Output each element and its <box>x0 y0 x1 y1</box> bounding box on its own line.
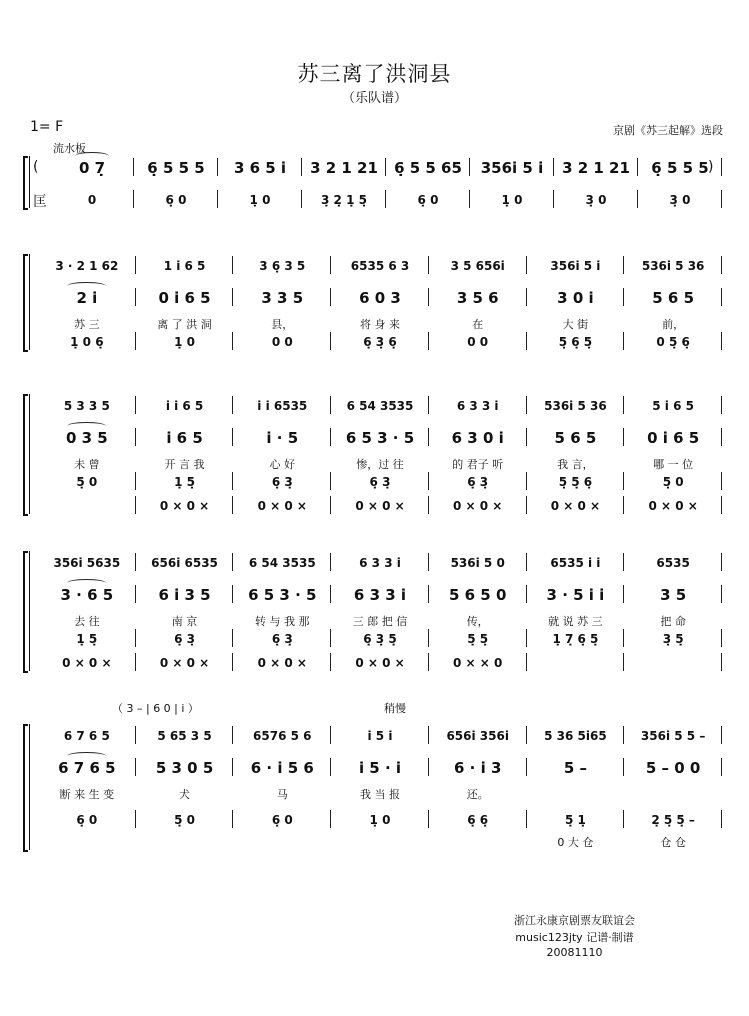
score-row-big <box>0 290 749 308</box>
page-subtitle: （乐队谱） <box>341 91 407 106</box>
measure-cell <box>331 834 429 850</box>
source-note: 京剧《苏三起解》选段 <box>613 124 723 137</box>
slur-mark <box>67 422 106 430</box>
measure-cell: 三 郎 把 信 <box>352 615 408 628</box>
measure-cell: 1̣ 0 <box>249 193 271 207</box>
measure-cell: 在 <box>472 318 484 331</box>
measure-cell: 3 0 i <box>557 289 594 307</box>
score-row-perc <box>0 655 749 673</box>
measure-cell: 0 × × 0 <box>453 656 503 670</box>
measure-cell: 6 0 3 <box>359 289 401 307</box>
measure-cell: 6 i 3 5 <box>158 586 211 604</box>
measure-cell: 离 了 洪 洞 <box>157 318 212 331</box>
measure-cell: 6 54 3535 <box>248 556 316 570</box>
measure-cell: 0 <box>87 193 97 207</box>
measure-cell: 356i 5 5 – <box>640 729 706 743</box>
barline <box>721 190 722 208</box>
score-row-perc <box>0 334 749 352</box>
measure-cell: 3 · 2 1 62 <box>55 259 119 273</box>
barline <box>721 726 722 744</box>
measure-cell: 6 3 3 i <box>353 586 407 604</box>
measure-cell: 0 × 0 × <box>257 499 307 513</box>
measure-cell: 3 5 <box>660 586 687 604</box>
measure-cell: 0 × 0 × <box>257 656 307 670</box>
measure-cell: 5 6 5 0 <box>448 586 507 604</box>
barline <box>721 496 722 514</box>
measure-cell: 6 · i 5 6 <box>250 759 314 777</box>
score-row-perc <box>0 398 749 416</box>
measure-cell: 仓 仓 <box>660 836 686 849</box>
measure-cell: 6̣ 3̣ <box>467 475 489 489</box>
measure-cell: 3̣ 2̣ 1̣ 5̣ <box>321 193 367 207</box>
measure-cell: 惨，过 往 <box>356 458 404 471</box>
measure-cell <box>38 834 136 850</box>
measure-cell: 未 曾 <box>74 458 100 471</box>
measure-cell: 3 2 1 21 <box>310 159 378 177</box>
measure-cell: 0 i 6 5 <box>647 429 700 447</box>
measure-cell: 0 × 0 × <box>355 656 405 670</box>
measure-cell: 6̣ 5 5 5 <box>651 159 709 177</box>
measure-cell: 6̣ 3̣ <box>174 632 195 646</box>
measure-cell: 1̣ 0 <box>369 813 391 827</box>
tempo-marking: 流水板 <box>53 142 86 155</box>
measure-cell: 1̣ 0 <box>501 193 523 207</box>
measure-cell: 5 6 5 <box>652 289 695 307</box>
measure-cell: 大 街 <box>562 318 589 331</box>
measure-cell: 5̣ 5̣ <box>467 632 489 646</box>
score-row-lyric <box>0 786 749 804</box>
measure-cell: 3 · 5 i i <box>546 586 605 604</box>
measure-cell: 心 好 <box>269 458 296 471</box>
barline <box>721 332 722 350</box>
score-row-big <box>0 760 749 778</box>
measure-cell: 5 3 3 5 <box>63 399 110 413</box>
measure-cell: 0 0 <box>467 335 489 349</box>
measure-cell: 6576 5 6 <box>253 729 312 743</box>
measure-cell: 356i 5 i <box>550 259 601 273</box>
measure-cell: 转 与 我 那 <box>255 615 310 628</box>
measure-cell: 1 i 6 5 <box>163 259 206 273</box>
measure-cell: i 6 5 <box>166 429 203 447</box>
measure-cell: 县， <box>271 318 294 331</box>
measure-cell: 6̣ 0 <box>76 813 98 827</box>
measure-cell: 0 3 5 <box>65 429 108 447</box>
measure-cell: 3 2 1 21 <box>562 159 630 177</box>
measure-cell: 6 54 3535 <box>346 399 414 413</box>
measure-cell: 0 × 0 × <box>355 499 405 513</box>
measure-cell: 6̣ 6̣ <box>467 813 489 827</box>
credit-org: 浙江永康京剧票友联谊会 <box>514 914 635 927</box>
barline <box>721 472 722 490</box>
score-row-lyric <box>0 834 749 852</box>
barline <box>721 585 722 603</box>
measure-cell: 我 言， <box>557 458 594 471</box>
measure-cell: 5̣ 0 <box>662 475 684 489</box>
measure-cell: 3̣ 0 <box>585 193 607 207</box>
measure-cell: 6535 6 3 <box>350 259 410 273</box>
measure-cell: 就 说 苏 三 <box>548 615 603 628</box>
measure-cell: 去 往 <box>74 615 100 628</box>
measure-cell: 6535 i i <box>550 556 601 570</box>
measure-cell: 3 5 656i <box>450 259 505 273</box>
measure-cell: i 5 i <box>367 729 393 743</box>
barline <box>721 653 722 671</box>
measure-cell: i i 6535 <box>257 399 308 413</box>
measure-cell: 6 3 3 i <box>359 556 401 570</box>
score-row-big <box>0 430 749 448</box>
measure-cell: 5 6 5 <box>554 429 597 447</box>
row-trail-symbol: ) <box>708 159 714 175</box>
measure-cell: i i 6 5 <box>165 399 204 413</box>
credit-date: 20081110 <box>546 946 603 959</box>
measure-cell: 5 3 0 5 <box>155 759 214 777</box>
credit-makers: music123jty 记谱·制谱 <box>515 931 634 944</box>
measure-cell: 哪 一 位 <box>653 458 694 471</box>
score-row-perc <box>0 812 749 830</box>
measure-cell <box>624 786 722 802</box>
measure-cell: i · 5 <box>266 429 299 447</box>
measure-cell <box>38 498 136 514</box>
measure-cell: 5 36 5i65 <box>544 729 607 743</box>
score-row-lyric <box>0 613 749 631</box>
measure-cell: 656i 6535 <box>151 556 218 570</box>
measure-cell: 536i 5 0 <box>450 556 505 570</box>
measure-cell: 6 5 3 · 5 <box>345 429 415 447</box>
measure-cell: 将 身 来 <box>359 318 400 331</box>
measure-cell: 2 i <box>76 289 98 307</box>
score-row-perc <box>0 474 749 492</box>
measure-cell: 0 × 0 × <box>453 499 503 513</box>
measure-cell: 3̣ 5̣ <box>662 632 684 646</box>
measure-cell: 3̣ 0 <box>669 193 691 207</box>
measure-cell: 5 – 0 0 <box>645 759 701 777</box>
measure-cell: 5 i 6 5 <box>652 399 694 413</box>
page-title: 苏三离了洪洞县 <box>297 62 452 86</box>
barline <box>721 256 722 274</box>
measure-cell: 6 7 6 5 <box>63 729 110 743</box>
score-row-perc <box>0 631 749 649</box>
measure-cell: 356i 5635 <box>53 556 121 570</box>
measure-cell: 656i 356i <box>446 729 509 743</box>
measure-cell: 6535 <box>656 556 690 570</box>
measure-cell: 0 × 0 × <box>648 499 698 513</box>
measure-cell: 3 6̣ 3 5 <box>259 259 306 273</box>
score-row-perc <box>0 192 749 210</box>
measure-cell <box>233 834 331 850</box>
barline <box>721 396 722 414</box>
row-lead-symbol: 匡 <box>33 194 47 210</box>
measure-cell: 5̣ 1̣ <box>564 813 586 827</box>
barline <box>721 758 722 776</box>
score-row-lyric <box>0 316 749 334</box>
measure-cell: 6̣ 5 5 65 <box>394 159 462 177</box>
measure-cell: 6̣ 5 5 5 <box>147 159 205 177</box>
key-signature: 1= F <box>30 119 64 135</box>
measure-cell: 苏 三 <box>74 318 100 331</box>
measure-cell: i 5 · i <box>358 759 402 777</box>
measure-cell: 1̣ 5̣ <box>76 632 98 646</box>
measure-cell <box>136 834 234 850</box>
measure-cell: 2̣ 5̣ 5̣ – <box>651 813 695 827</box>
score-row-perc <box>0 498 749 516</box>
measure-cell: 传， <box>466 615 489 628</box>
measure-cell: 把 命 <box>660 615 686 628</box>
slur-mark <box>67 579 106 587</box>
measure-cell: 6 5 3 · 5 <box>248 586 317 604</box>
measure-cell: 马 <box>276 788 288 801</box>
slur-mark <box>67 752 106 760</box>
measure-cell: 3 6 5 i <box>233 159 287 177</box>
barline <box>721 553 722 571</box>
measure-cell: 6̣ 0 <box>271 813 293 827</box>
measure-cell: 0 5̣ 6̣ <box>656 335 690 349</box>
barline <box>721 810 722 828</box>
score-row-big <box>0 587 749 605</box>
measure-cell: 0 × 0 × <box>62 656 112 670</box>
measure-cell: 6 3 3 i <box>456 399 499 413</box>
measure-cell: 3 5 6 <box>456 289 499 307</box>
measure-cell: 5̣ 5̣ 6̣ <box>558 475 593 489</box>
measure-cell: 前， <box>662 318 685 331</box>
measure-cell: 6 3 0 i <box>451 429 504 447</box>
barline <box>721 158 722 176</box>
measure-cell: 536i 5 36 <box>544 399 607 413</box>
measure-cell: 5̣ 6̣ 5̣ <box>558 335 593 349</box>
measure-cell <box>527 786 625 802</box>
measure-cell: 南 京 <box>171 615 198 628</box>
measure-cell: 0 大 仓 <box>557 836 594 849</box>
barline <box>721 428 722 446</box>
measure-cell: 0 × 0 × <box>159 499 210 513</box>
measure-cell: 0 × 0 × <box>159 656 210 670</box>
measure-cell: 6̣ 0 <box>165 193 187 207</box>
measure-cell <box>624 655 722 671</box>
measure-cell: 0 0 <box>271 335 293 349</box>
score-row-perc <box>0 728 749 746</box>
measure-cell: 6 · i 3 <box>454 759 502 777</box>
measure-cell: 我 当 报 <box>359 788 400 801</box>
measure-cell: 开 言 我 <box>164 458 205 471</box>
measure-cell: 356i 5 i <box>480 159 544 177</box>
measure-cell: 5̣ 0 <box>174 813 195 827</box>
measure-cell: 6 7 6 5 <box>58 759 116 777</box>
measure-cell: 的 君子 听 <box>452 458 504 471</box>
bridge-line: （ 3 – | 6 0 | i ） <box>112 702 199 715</box>
measure-cell: 0 i 6 5 <box>158 289 211 307</box>
measure-cell: 0 7̣ <box>78 159 106 177</box>
measure-cell: 1̣ 5̣ <box>174 475 195 489</box>
measure-cell: 还。 <box>466 788 489 801</box>
measure-cell: 6̣ 3̣ 6̣ <box>363 335 397 349</box>
measure-cell: 断 来 生 变 <box>59 788 115 801</box>
measure-cell: 536i 5 36 <box>641 259 705 273</box>
score-row-big <box>0 160 749 178</box>
measure-cell: 3 · 6 5 <box>60 586 114 604</box>
measure-cell: 犬 <box>179 788 191 801</box>
score-row-lyric <box>0 456 749 474</box>
measure-cell: 1̣ 0 6̣ <box>70 335 104 349</box>
measure-cell: 6̣ 3̣ <box>369 475 391 489</box>
row-lead-symbol: ( <box>33 159 39 175</box>
measure-cell: 5 – <box>563 759 587 777</box>
measure-cell <box>429 834 527 850</box>
barline <box>721 288 722 306</box>
tempo-change: 稍慢 <box>384 702 406 715</box>
measure-cell: 6̣ 3̣ 5̣ <box>363 632 397 646</box>
measure-cell: 6̣ 3̣ <box>271 632 293 646</box>
score-row-perc <box>0 555 749 573</box>
measure-cell: 6̣ 0 <box>417 193 439 207</box>
measure-cell: 6̣ 3̣ <box>271 475 293 489</box>
slur-mark <box>67 282 106 290</box>
measure-cell: 0 × 0 × <box>550 499 601 513</box>
measure-cell: 3 3 5 <box>261 289 304 307</box>
slur-mark <box>75 152 109 160</box>
measure-cell: 1̣ 0 <box>174 335 195 349</box>
score-row-perc <box>0 258 749 276</box>
measure-cell: 1̣ 7̣ 6̣ 5̣ <box>552 632 599 646</box>
measure-cell <box>527 655 625 671</box>
measure-cell: 5 65 3 5 <box>157 729 212 743</box>
barline <box>721 629 722 647</box>
measure-cell: 5̣ 0 <box>76 475 98 489</box>
